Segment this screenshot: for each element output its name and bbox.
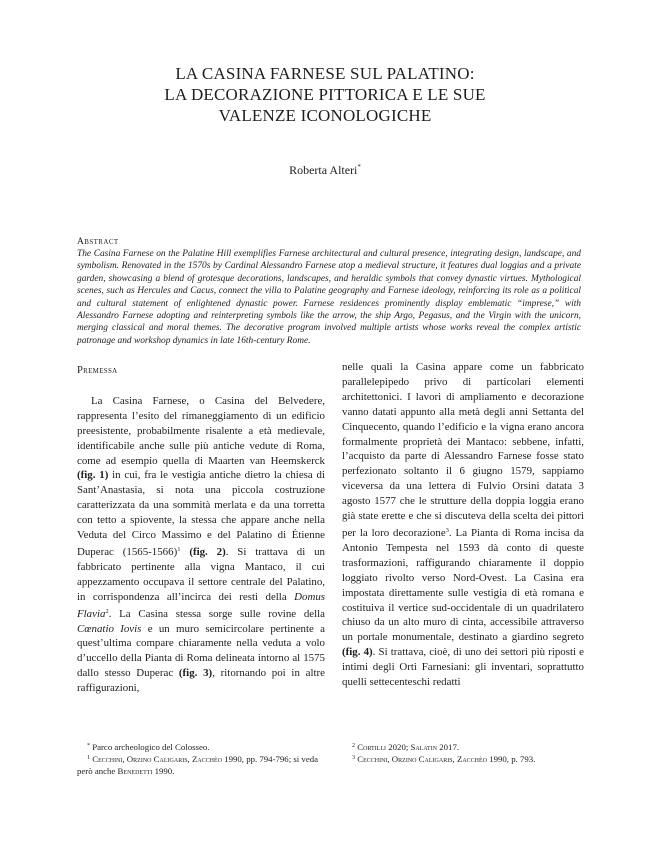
footnote-text: 1990, p. 793. [487, 754, 536, 765]
author-name: Roberta Alteri [289, 163, 358, 177]
text-run: in cui, fra le vestigia antiche dietro la chiesa di Sant’Anastasia, si nota una piccola costruzione caratterizzata da una sommità merlata e da una torretta con tetto a spiovente, la stessa che appare anche nella Veduta del Circo Massimo e del Palatino di Étienne Duperac (1565-1566) [77, 469, 325, 558]
footnote-authors: Benedetti [117, 765, 153, 776]
italic-term-domus-flavia: Domus Flavia [77, 590, 325, 620]
figure-ref-4[interactable]: (fig. 4) [342, 646, 373, 659]
footnote-mark: 1 [87, 755, 90, 762]
author [0, 163, 650, 178]
text-run: . Si trattava, cioè, di uno dei settori più riposti e intimi degli Orti Farnesiani: gli inventari, soprattutto quelli settecenteschi redatti [342, 646, 585, 689]
footnote-ref-3[interactable]: 3 [445, 526, 449, 534]
footnote-ref-1[interactable]: 1 [177, 545, 181, 553]
text-run: . Si trattava di un fabbricato pertinente alla vigna Mantaco, il cui appezzamento occupava il settore centrale del Palatino, in corrispondenza all’incirca dei resti della [77, 545, 325, 603]
footnote-text: 1990. [152, 765, 175, 776]
paragraph-continued [342, 360, 584, 690]
section-heading: Premessa [77, 365, 118, 376]
text-run [180, 546, 189, 558]
figure-ref-2[interactable]: (fig. 2) [189, 545, 226, 558]
footnote-authors: Cecchini, Orzino Caligaris, Zacchèo [355, 754, 487, 765]
footnote-text: 1990, pp. 794-796; si veda però anche [77, 754, 319, 776]
author-footnote-mark[interactable]: * [357, 163, 361, 171]
text-run: La Casina Farnese, o Casina del Belvedere, rappresenta l’esito del rimaneggiamento di un edificio preesistente, probabilmente risalente a età medievale, identificabile anche sulle più antiche vedute di Roma, come ad esempio quella di Maarten van Heemskerck [77, 394, 325, 467]
footnotes-left [77, 741, 327, 777]
footnote-3 [342, 753, 584, 765]
footnotes-right [342, 741, 584, 766]
figure-ref-3[interactable]: (fig. 3) [178, 667, 213, 680]
footnote-text: 2020; [386, 742, 411, 752]
text-run: nelle quali la Casina appare come un fabbricato parallelepipedo privo di particolari elementi architettonici. I lavori di ampliamento e decorazione vanno datati appunto alla metà degli anni Settanta del Cinquecento, quando l’edificio e la vigna erano ancora formalmente proprietà dei Mantaco: sebbene, infatti, l’acquisto da parte di Alessandro Farnese fosse stato perfezionato soltanto il 6 giugno 1579, sappiamo viceversa da una lettera di Fulvio Orsini datata 3 agosto 1577 che le strutture della doppia loggia erano già state erette e che si discuteva della scelta dei pittori per la loro decorazione [342, 361, 584, 539]
text-run: e un muro semicircolare pertinente a quest’ultima compare chiaramente nella veduta a volo d’uccello della Pianta di Roma delineata intorno al 1575 dallo stesso Duperac [77, 622, 326, 680]
footnote-authors: Cortilli [355, 742, 387, 752]
figure-ref-1[interactable]: (fig. 1) [77, 469, 109, 482]
text-run: . La Pianta di Roma incisa da Antonio Tempesta nel 1593 dà conto di queste trasformazioni, raffigurando chiaramente il doppio loggiato rivolto verso Nord-Ovest. La Casina era impostata direttamente sulle vestigia di età romana e costituiva il vertice sud-occidentale di un quadrilatero chiuso da un alto muro di cinta, accessibile attraverso un portale monumentale, destinato a giardino segreto [342, 526, 584, 644]
footnote-ref-2[interactable]: 2 [105, 607, 109, 615]
footnote-mark: * [87, 743, 90, 749]
abstract-heading: Abstract [77, 237, 119, 247]
footnote-mark: 2 [352, 743, 355, 749]
paragraph-premessa [77, 394, 325, 696]
text-run: , ritornando poi in altre raffigurazioni, [77, 667, 325, 695]
footnote-1 [77, 753, 327, 777]
footnote-text: Parco archeologico del Colosseo. [90, 742, 210, 752]
footnote-authors: Salatin [410, 742, 438, 752]
footnote-authors: Cecchini, Orzino Caligaris, Zacchèo [90, 754, 222, 765]
body-column-left [77, 364, 325, 696]
article-title [0, 63, 650, 126]
footnote-author-affiliation [77, 741, 327, 753]
italic-term-coenatio-iovis: Cœnatio Iovis [77, 622, 142, 635]
footnote-mark: 3 [352, 755, 355, 762]
body-column-right [342, 360, 584, 690]
footnote-2 [342, 741, 584, 753]
title-line-1: LA CASINA FARNESE SUL PALATINO: [175, 64, 475, 83]
abstract-text: The Casina Farnese on the Palatine Hill exemplifies Farnese architectural and cultural presence, integrating design, landscape, and symbolism. Renovated in the 1570s by Cardinal Alessandro Farnese atop a medieval structure, it features dual loggias and a private garden, showcasing a blend of grotesque decorations, landscapes, and heraldic symbols that convey dynastic virtues. Mythological scenes, such as Hercules and Cacus, connect the villa to Palatine geography and Farnese ideology, reinforcing its role as a political and cultural statement of enlightened dynastic power. Farnese residences prominently display emblematic “imprese,” with Alessandro Farnese adopting and reinterpreting symbols like the arrow, the ship Argo, Pegasus, and the Virgin with the unicorn, merging classical and moral themes. The decorative program involved multiple artists whose works reveal the complex artistic patronage and workshop dynamics in late 16th-century Rome. [77, 249, 581, 346]
title-line-3: VALENZE ICONOLOGICHE [218, 106, 432, 125]
text-run: . La Casina stessa sorge sulle rovine della [108, 607, 325, 620]
title-line-2: LA DECORAZIONE PITTORICA E LE SUE [164, 85, 486, 104]
footnote-text: 2017. [437, 742, 460, 752]
